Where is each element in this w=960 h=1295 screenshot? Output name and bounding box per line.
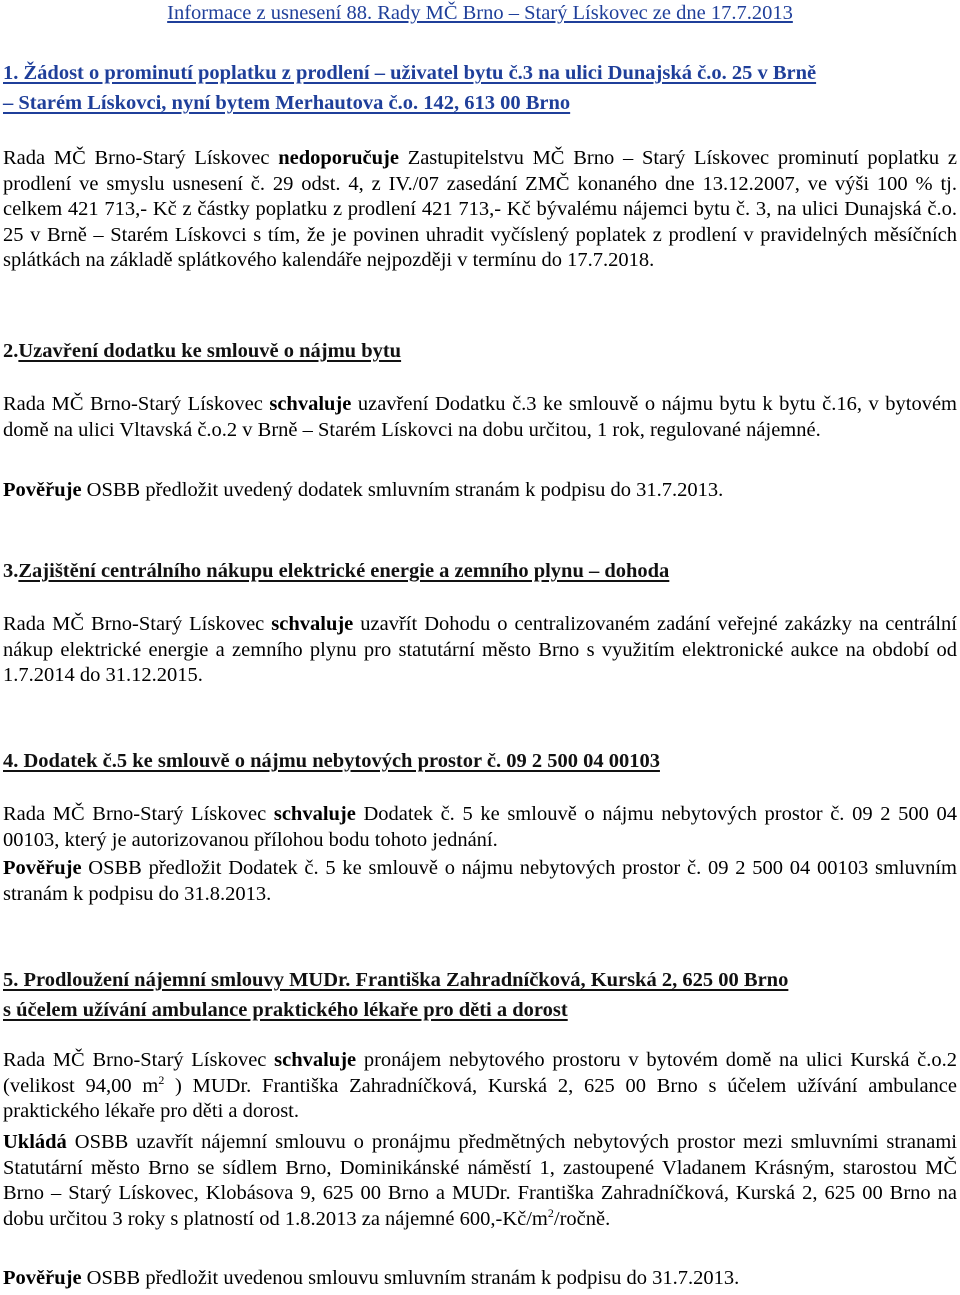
section-2-text-c: uzavření Dodatku č.3 ke smlouvě o nájmu bytu k bytu č.16, v bytovém domě na ulici Vltavská č.o.2 v Brně – Starém Lískovci na dobu určitou, 1 rok, regulované nájemné. <box>3 393 957 441</box>
section-1-text-c: Zastupitelstvu MČ Brno – Starý Lískovec prominutí poplatku z prodlení ve smyslu usnesení č. 29 odst. 4, z IV./07 zasedání ZMČ konaného dne 13.12.2007, ve výši 100 % tj. celkem 421 713,- Kč z částky poplatku z prodlení 421 713,- Kč bývalému nájemci bytu č. 3, na ulici Dunajská č.o. 25 v Brně – Starém Lískovci s tím, že je povinen uhradit vyčíslený poplatek z prodlení v pravidelných měsíčních splátkách na základě splátkového kalendáře nejpozději v termínu do 17.7.2018. <box>3 147 958 272</box>
section-4-paragraph-2 <box>3 856 957 907</box>
section-3-heading <box>3 556 957 586</box>
section-5-paragraph-1 <box>3 1048 957 1125</box>
section-2-heading-text: Uzavření dodatku ke smlouvě o nájmu bytu <box>18 340 402 362</box>
section-2-heading <box>3 336 957 366</box>
section-1 <box>3 58 957 118</box>
section-2-p2-verb: Pověřuje <box>3 479 82 501</box>
section-3 <box>3 556 957 586</box>
section-3-heading-text: Zajištění centrálního nákupu elektrické energie a zemního plynu – dohoda <box>18 560 670 582</box>
section-2-paragraph-2 <box>3 478 957 504</box>
section-5-p3-text: OSBB předložit uvedenou smlouvu smluvním stranám k podpisu do 31.7.2013. <box>81 1267 740 1289</box>
section-5-area-superscript: 2 <box>158 1072 165 1087</box>
section-2-number: 2. <box>3 340 19 362</box>
section-2-p2-text: OSBB předložit uvedený dodatek smluvním stranám k podpisu do 31.7.2013. <box>81 479 724 501</box>
section-5-text-d: ) MUDr. Františka Zahradníčková, Kurská 2, 625 00 Brno s účelem užívání ambulance praktického lékaře pro děti a dorost. <box>3 1074 958 1123</box>
section-2-text-a: Rada MČ Brno-Starý Lískovec <box>3 393 270 415</box>
section-5-p2-verb: Ukládá <box>3 1131 67 1153</box>
section-4 <box>3 746 957 776</box>
document-title: Informace z usnesení 88. Rady MČ Brno – Starý Lískovec ze dne 17.7.2013 <box>167 2 793 24</box>
section-3-paragraph <box>3 612 957 689</box>
section-5-heading <box>3 965 957 1025</box>
section-4-text-a: Rada MČ Brno-Starý Lískovec <box>3 803 274 825</box>
section-5-p2-text: OSBB uzavřít nájemní smlouvu o pronájmu předmětných nebytových prostor mezi smluvními stranami Statutární město Brno se sídlem Brno, Dominikánské náměstí 1, zastoupené Vladanem Krásným, starostou MČ Brno – Starý Lískovec, Klobásova 9, 625 00 Brno a MUDr. Františka Zahradníčková, Kurská 2, 625 00 Brno na dobu určitou 3 roky s platností od 1.8.2013 za nájemné 600,-Kč/m <box>3 1131 957 1230</box>
section-2-verb: schvaluje <box>269 393 352 415</box>
section-5-text-a: Rada MČ Brno-Starý Lískovec <box>3 1049 275 1071</box>
section-3-text-c: uzavřít Dohodu o centralizovaném zadání veřejné zakázky na centrální nákup elektrické energie a zemního plynu pro statutární město Brno s využitím elektronické aukce na období od 1.7.2014 do 31.12.2015. <box>3 613 958 687</box>
section-5-p2-text-c: /ročně. <box>553 1207 611 1230</box>
section-4-paragraph-1 <box>3 802 957 853</box>
section-1-heading-line2: – Starém Lískovci, nyní bytem Merhautova č.o. 142, 613 00 Brno <box>3 92 571 114</box>
section-5-verb: schvaluje <box>274 1049 357 1071</box>
section-5-paragraph-2 <box>3 1130 957 1232</box>
section-1-heading-line1: 1. Žádost o prominutí poplatku z prodlení – uživatel bytu č.3 na ulici Dunajská č.o. 25 v Brně <box>3 62 817 84</box>
section-3-text-a: Rada MČ Brno-Starý Lískovec <box>3 613 272 635</box>
section-4-verb: schvaluje <box>273 803 356 825</box>
section-4-text-c: Dodatek č. 5 ke smlouvě o nájmu nebytových prostor č. 09 2 500 04 00103, který je autorizovanou přílohou bodu tohoto jednání. <box>3 803 957 851</box>
section-5-heading-line2: s účelem užívání ambulance praktického lékaře pro děti a dorost <box>3 999 568 1021</box>
section-4-heading: 4. Dodatek č.5 ke smlouvě o nájmu nebytových prostor č. 09 2 500 04 00103 <box>3 750 660 772</box>
section-5 <box>3 965 957 1025</box>
section-5-text-c: pronájem nebytového prostoru v bytovém domě na ulici Kurská č.o.2 (velikost 94,00 m <box>3 1049 958 1097</box>
section-5-p3-verb: Pověřuje <box>3 1267 82 1289</box>
section-1-verb: nedoporučuje <box>278 147 399 169</box>
section-2-paragraph-1 <box>3 392 957 443</box>
section-4-p2-text: OSBB předložit Dodatek č. 5 ke smlouvě o nájmu nebytových prostor č. 09 2 500 04 00103 smluvním stranám k podpisu do 31.8.2013. <box>3 857 957 905</box>
section-5-rent-superscript: 2 <box>547 1205 554 1220</box>
section-5-paragraph-3 <box>3 1266 957 1292</box>
section-3-verb: schvaluje <box>271 613 354 635</box>
section-2 <box>3 336 957 366</box>
section-1-paragraph <box>3 146 957 274</box>
section-3-number: 3. <box>3 560 19 582</box>
section-5-heading-line1: 5. Prodloužení nájemní smlouvy MUDr. Františka Zahradníčková, Kurská 2, 625 00 Brno <box>3 969 789 991</box>
section-4-p2-verb: Pověřuje <box>3 857 82 879</box>
section-1-heading <box>3 58 957 118</box>
section-1-text-a: Rada MČ Brno-Starý Lískovec <box>3 147 279 169</box>
